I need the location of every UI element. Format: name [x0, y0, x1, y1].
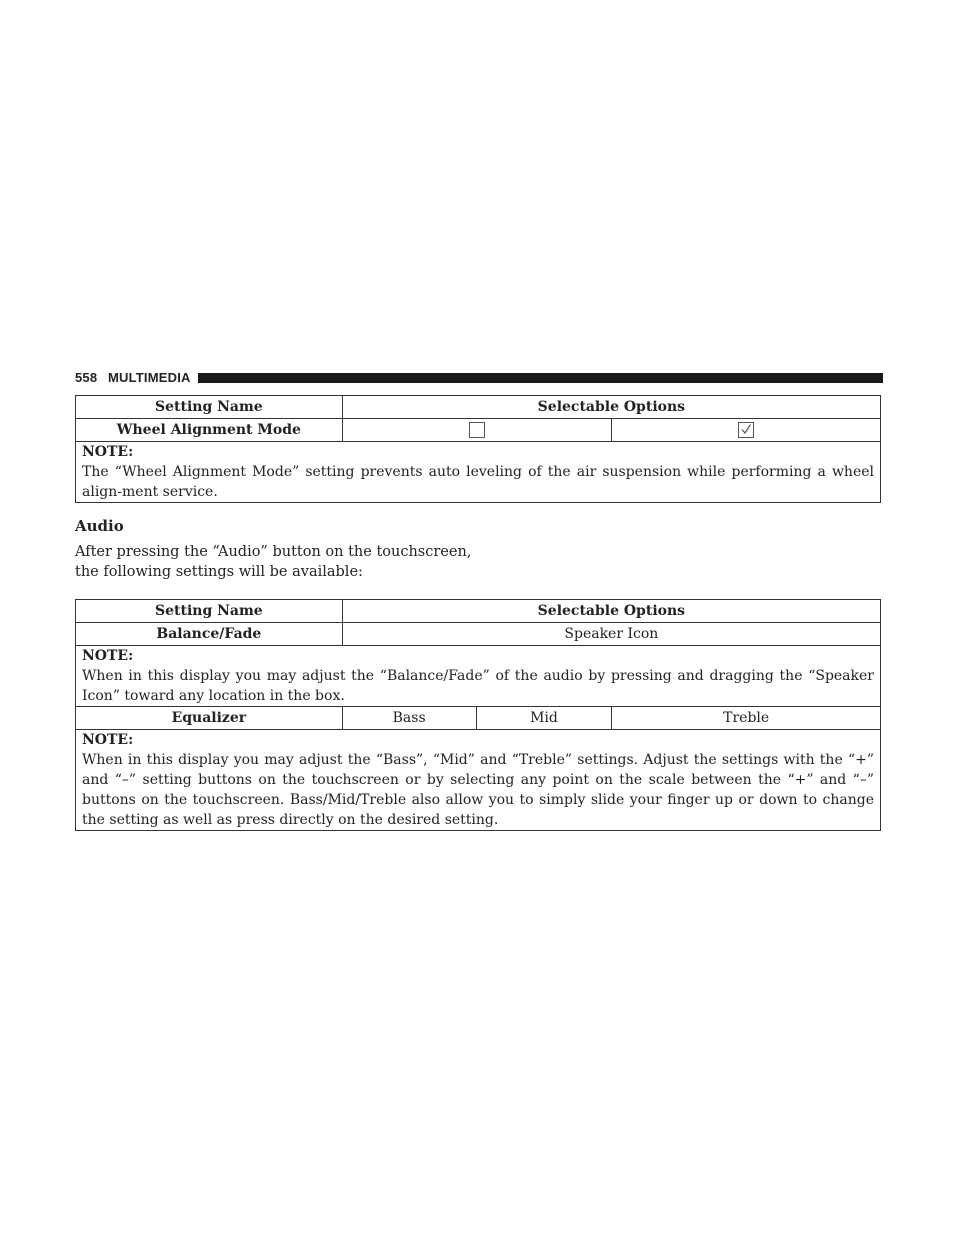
column-header-setting-name: Setting Name	[76, 600, 343, 623]
option-off	[342, 419, 612, 442]
section-title: MULTIMEDIA	[108, 370, 191, 385]
audio-heading: Audio	[75, 517, 124, 535]
option-speaker-icon: Speaker Icon	[342, 623, 880, 646]
column-header-selectable-options: Selectable Options	[342, 600, 880, 623]
note-text: The “Wheel Alignment Mode” setting prevents auto leveling of the air suspension while performing a wheel align-ment service.	[82, 464, 874, 500]
note-label: NOTE:	[82, 732, 134, 748]
option-bass: Bass	[342, 707, 476, 730]
column-header-selectable-options: Selectable Options	[342, 396, 880, 419]
note-text: When in this display you may adjust the “Bass”, “Mid” and “Treble” settings. Adjust the settings with the “+” and “–” setting buttons on the touchscreen or by selecting any point on the scale between the “+” and “–” buttons on the touchscreen. Bass/Mid/Treble also allow you to simply slide your finger up or down to change the setting as well as press directly on the desired setting.	[82, 752, 874, 828]
header-rule	[198, 373, 883, 383]
setting-name-wheel-alignment-mode: Wheel Alignment Mode	[76, 419, 343, 442]
note-wheel-alignment	[76, 442, 881, 503]
note-label: NOTE:	[82, 444, 134, 460]
option-on	[612, 419, 881, 442]
setting-name-balance-fade: Balance/Fade	[76, 623, 343, 646]
option-mid: Mid	[476, 707, 612, 730]
column-header-setting-name: Setting Name	[76, 396, 343, 419]
settings-table-wheel-alignment	[75, 395, 881, 503]
note-label: NOTE:	[82, 648, 134, 664]
note-equalizer	[76, 730, 881, 831]
option-treble: Treble	[612, 707, 881, 730]
note-balance-fade	[76, 646, 881, 707]
page-header	[75, 369, 883, 385]
settings-table-audio	[75, 599, 881, 831]
setting-name-equalizer: Equalizer	[76, 707, 343, 730]
empty-checkbox-icon	[469, 422, 485, 438]
note-text: When in this display you may adjust the “Balance/Fade” of the audio by pressing and dragging the “Speaker Icon” toward any location in the box.	[82, 668, 874, 704]
checked-checkbox-icon	[738, 422, 754, 438]
page-number: 558	[75, 370, 98, 385]
audio-intro: After pressing the “Audio” button on the touchscreen, the following settings will be available:	[75, 544, 472, 580]
